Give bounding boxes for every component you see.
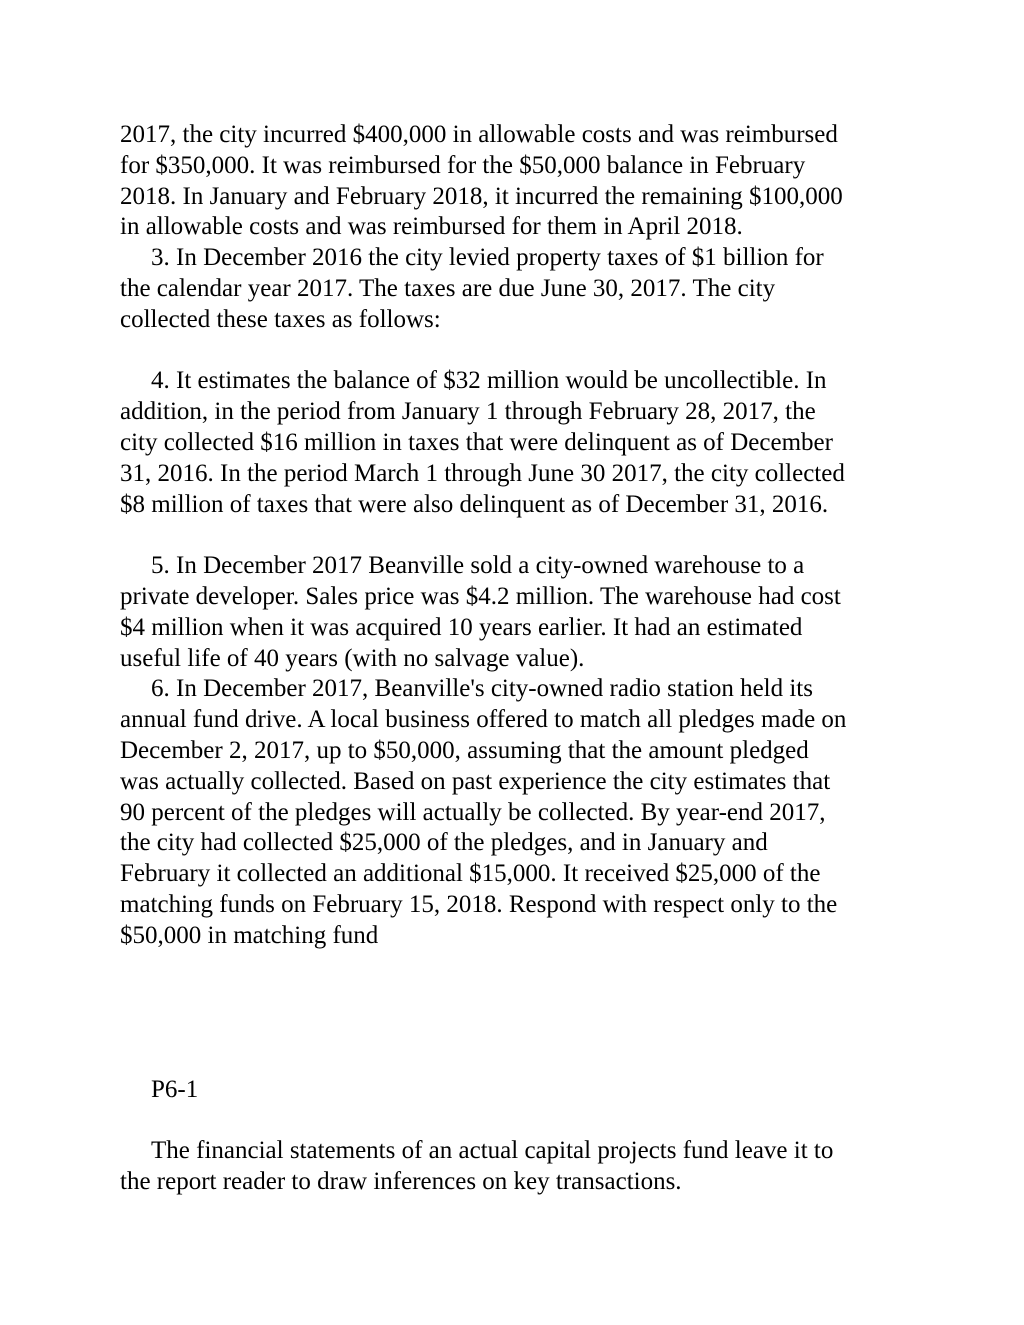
text-line: $4 million when it was acquired 10 years earlier. It had an estimated (120, 613, 803, 641)
paragraph-3 (120, 243, 920, 335)
text-line: February it collected an additional $15,000. It received $25,000 of the (120, 860, 821, 888)
text-line: addition, in the period from January 1 through February 28, 2017, the (120, 398, 816, 426)
document-page (120, 120, 920, 1198)
text-line: collected these taxes as follows: (120, 305, 441, 333)
text-line: The financial statements of an actual capital projects fund leave it to (151, 1137, 834, 1165)
text-line: 6. In December 2017, Beanville's city-owned radio station held its (151, 675, 813, 703)
text-line: 3. In December 2016 the city levied property taxes of $1 billion for (151, 244, 824, 272)
text-line: 5. In December 2017 Beanville sold a city-owned warehouse to a (151, 552, 805, 580)
text-line: the report reader to draw inferences on key transactions. (120, 1167, 682, 1195)
text-line: 4. It estimates the balance of $32 million would be uncollectible. In (151, 367, 827, 395)
text-line: was actually collected. Based on past experience the city estimates that (120, 767, 831, 795)
paragraph-4 (120, 366, 920, 520)
text-line: in allowable costs and was reimbursed for them in April 2018. (120, 213, 743, 241)
text-line: the calendar year 2017. The taxes are due June 30, 2017. The city (120, 274, 776, 302)
text-line: useful life of 40 years (with no salvage value). (120, 644, 585, 672)
text-line: 2017, the city incurred $400,000 in allowable costs and was reimbursed (120, 121, 838, 148)
paragraph-5 (120, 551, 920, 674)
text-line: private developer. Sales price was $4.2 million. The warehouse had cost (120, 582, 841, 610)
text-line: December 2, 2017, up to $50,000, assuming that the amount pledged (120, 736, 809, 764)
text-line: 90 percent of the pledges will actually be collected. By year-end 2017, (120, 798, 826, 826)
paragraph-2-continued (120, 120, 920, 243)
text-line: 31, 2016. In the period March 1 through June 30 2017, the city collected (120, 459, 845, 487)
text-line: city collected $16 million in taxes that were delinquent as of December (120, 428, 833, 456)
text-line: the city had collected $25,000 of the pledges, and in January and (120, 829, 768, 857)
blank-line (120, 336, 920, 367)
paragraph-6 (120, 674, 920, 951)
text-line: $50,000 in matching fund (120, 921, 379, 949)
text-line: for $350,000. It was reimbursed for the $50,000 balance in February (120, 151, 806, 179)
blank-space (120, 952, 920, 1075)
problem-label: P6-1 (151, 1075, 199, 1103)
blank-line (120, 1105, 920, 1136)
problem-intro-paragraph (120, 1136, 920, 1198)
blank-line (120, 520, 920, 551)
text-line: $8 million of taxes that were also delinquent as of December 31, 2016. (120, 490, 829, 518)
text-line: 2018. In January and February 2018, it incurred the remaining $100,000 (120, 182, 843, 210)
text-line: matching funds on February 15, 2018. Respond with respect only to the (120, 890, 838, 918)
text-line: annual fund drive. A local business offered to match all pledges made on (120, 706, 847, 734)
